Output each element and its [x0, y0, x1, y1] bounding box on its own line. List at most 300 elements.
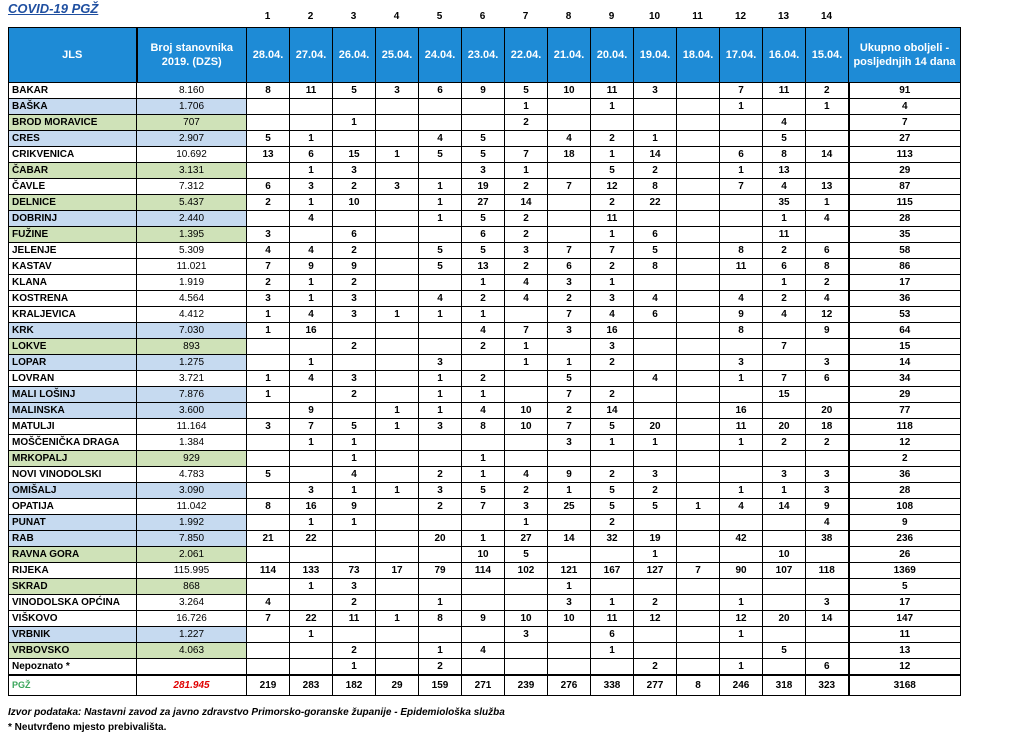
summary-daily-cell: 323 [806, 675, 849, 696]
daily-cases-cell [376, 531, 419, 547]
daily-cases-cell [376, 387, 419, 403]
population-cell: 11.042 [137, 499, 247, 515]
daily-cases-cell: 10 [505, 611, 548, 627]
daily-cases-cell: 8 [462, 419, 505, 435]
municipality-name: SKRAD [9, 579, 137, 595]
total-cases-cell: 147 [849, 611, 961, 627]
daily-cases-cell: 3 [333, 307, 376, 323]
total-cases-cell: 36 [849, 291, 961, 307]
daily-cases-cell: 1 [247, 307, 290, 323]
daily-cases-cell [677, 419, 720, 435]
daily-cases-cell: 3 [247, 227, 290, 243]
daily-cases-cell: 2 [419, 467, 462, 483]
daily-cases-cell: 1 [419, 643, 462, 659]
daily-cases-cell: 3 [634, 467, 677, 483]
daily-cases-cell: 5 [591, 419, 634, 435]
summary-daily-cell: 338 [591, 675, 634, 696]
daily-cases-cell: 1 [419, 371, 462, 387]
daily-cases-cell: 12 [591, 179, 634, 195]
daily-cases-cell: 1 [290, 579, 333, 595]
municipality-name: FUŽINE [9, 227, 137, 243]
municipality-name: RIJEKA [9, 563, 137, 579]
daily-cases-cell: 2 [505, 179, 548, 195]
daily-cases-cell: 121 [548, 563, 591, 579]
daily-cases-cell: 1 [247, 387, 290, 403]
daily-cases-cell: 1 [419, 211, 462, 227]
daily-cases-cell [376, 627, 419, 643]
header-date: 25.04. [376, 28, 419, 83]
daily-cases-cell [419, 99, 462, 115]
total-cases-cell: 17 [849, 275, 961, 291]
daily-cases-cell: 1 [290, 195, 333, 211]
daily-cases-cell [376, 163, 419, 179]
daily-cases-cell: 1 [290, 627, 333, 643]
daily-cases-cell: 4 [419, 131, 462, 147]
daily-cases-cell: 13 [763, 163, 806, 179]
table-row [9, 131, 961, 147]
daily-cases-cell: 7 [505, 323, 548, 339]
daily-cases-cell [634, 99, 677, 115]
covid-cases-table [8, 27, 961, 696]
total-cases-cell: 36 [849, 467, 961, 483]
page-title: COVID-19 PGŽ [8, 1, 99, 16]
daily-cases-cell: 1 [376, 483, 419, 499]
header-jls: JLS [9, 28, 137, 83]
summary-total: 3168 [849, 675, 961, 696]
daily-cases-cell [419, 451, 462, 467]
daily-cases-cell: 4 [505, 291, 548, 307]
daily-cases-cell [677, 147, 720, 163]
daily-cases-cell: 4 [763, 179, 806, 195]
daily-cases-cell: 6 [634, 227, 677, 243]
daily-cases-cell: 7 [763, 339, 806, 355]
header-date: 16.04. [763, 28, 806, 83]
municipality-name: VINODOLSKA OPĆINA [9, 595, 137, 611]
header-date: 24.04. [419, 28, 462, 83]
daily-cases-cell [720, 227, 763, 243]
daily-cases-cell: 2 [419, 659, 462, 676]
daily-cases-cell: 5 [462, 243, 505, 259]
summary-daily-cell: 246 [720, 675, 763, 696]
daily-cases-cell: 6 [290, 147, 333, 163]
daily-cases-cell: 1 [419, 595, 462, 611]
daily-cases-cell [505, 659, 548, 676]
daily-cases-cell [290, 659, 333, 676]
daily-cases-cell: 7 [462, 499, 505, 515]
daily-cases-cell: 1 [720, 435, 763, 451]
daily-cases-cell: 4 [290, 211, 333, 227]
daily-cases-cell [376, 499, 419, 515]
summary-daily-cell: 277 [634, 675, 677, 696]
table-row [9, 387, 961, 403]
header-date: 28.04. [247, 28, 290, 83]
population-cell: 4.412 [137, 307, 247, 323]
total-cases-cell: 17 [849, 595, 961, 611]
population-cell: 3.721 [137, 371, 247, 387]
daily-cases-cell: 3 [247, 419, 290, 435]
daily-cases-cell: 3 [548, 323, 591, 339]
daily-cases-cell: 1 [591, 227, 634, 243]
population-cell: 11.021 [137, 259, 247, 275]
table-row [9, 659, 961, 676]
daily-cases-cell [806, 547, 849, 563]
daily-cases-cell [333, 323, 376, 339]
daily-cases-cell [677, 195, 720, 211]
daily-cases-cell [376, 227, 419, 243]
daily-cases-cell: 2 [591, 131, 634, 147]
daily-cases-cell [634, 115, 677, 131]
daily-cases-cell [677, 179, 720, 195]
daily-cases-cell: 5 [548, 371, 591, 387]
daily-cases-cell [419, 435, 462, 451]
population-cell: 7.850 [137, 531, 247, 547]
municipality-name: MALINSKA [9, 403, 137, 419]
daily-cases-cell: 32 [591, 531, 634, 547]
daily-cases-cell [419, 339, 462, 355]
daily-cases-cell: 7 [677, 563, 720, 579]
municipality-name: LOVRAN [9, 371, 137, 387]
daily-cases-cell [634, 643, 677, 659]
daily-cases-cell: 1 [419, 403, 462, 419]
population-cell: 2.907 [137, 131, 247, 147]
daily-cases-cell: 19 [634, 531, 677, 547]
daily-cases-cell: 4 [806, 211, 849, 227]
population-cell: 1.384 [137, 435, 247, 451]
daily-cases-cell: 1 [806, 99, 849, 115]
daily-cases-cell: 4 [634, 291, 677, 307]
daily-cases-cell: 3 [333, 579, 376, 595]
population-cell: 7.312 [137, 179, 247, 195]
daily-cases-cell: 14 [806, 611, 849, 627]
daily-cases-cell: 2 [591, 467, 634, 483]
daily-cases-cell [247, 115, 290, 131]
daily-cases-cell: 4 [419, 291, 462, 307]
daily-cases-cell [290, 595, 333, 611]
daily-cases-cell [290, 467, 333, 483]
daily-cases-cell: 6 [806, 243, 849, 259]
population-cell: 1.395 [137, 227, 247, 243]
daily-cases-cell: 1 [419, 307, 462, 323]
daily-cases-cell [806, 627, 849, 643]
daily-cases-cell [376, 547, 419, 563]
population-cell: 5.309 [137, 243, 247, 259]
daily-cases-cell: 1 [333, 435, 376, 451]
municipality-name: DELNICE [9, 195, 137, 211]
daily-cases-cell: 16 [720, 403, 763, 419]
daily-cases-cell [763, 451, 806, 467]
daily-cases-cell [720, 515, 763, 531]
total-cases-cell: 236 [849, 531, 961, 547]
daily-cases-cell: 3 [333, 371, 376, 387]
daily-cases-cell: 2 [333, 275, 376, 291]
header-date: 20.04. [591, 28, 634, 83]
table-row [9, 595, 961, 611]
daily-cases-cell: 4 [505, 467, 548, 483]
total-cases-cell: 12 [849, 659, 961, 676]
total-cases-cell: 26 [849, 547, 961, 563]
daily-cases-cell: 5 [419, 259, 462, 275]
summary-daily-cell: 276 [548, 675, 591, 696]
total-cases-cell: 5 [849, 579, 961, 595]
daily-cases-cell: 6 [591, 627, 634, 643]
daily-cases-cell [677, 131, 720, 147]
table-row [9, 547, 961, 563]
daily-cases-cell: 13 [247, 147, 290, 163]
municipality-name: VRBOVSKO [9, 643, 137, 659]
daily-cases-cell: 1 [376, 403, 419, 419]
daily-cases-cell [376, 643, 419, 659]
daily-cases-cell: 35 [763, 195, 806, 211]
daily-cases-cell: 2 [333, 243, 376, 259]
total-cases-cell: 113 [849, 147, 961, 163]
daily-cases-cell [376, 451, 419, 467]
daily-cases-cell: 5 [634, 499, 677, 515]
daily-cases-cell: 3 [290, 179, 333, 195]
table-row [9, 339, 961, 355]
daily-cases-cell [419, 627, 462, 643]
table-row [9, 419, 961, 435]
daily-cases-cell [548, 195, 591, 211]
daily-cases-cell: 12 [806, 307, 849, 323]
daily-cases-cell: 1 [548, 483, 591, 499]
daily-cases-cell: 3 [376, 179, 419, 195]
municipality-name: KASTAV [9, 259, 137, 275]
summary-daily-cell: 219 [247, 675, 290, 696]
municipality-name: KRALJEVICA [9, 307, 137, 323]
daily-cases-cell: 14 [634, 147, 677, 163]
table-row [9, 83, 961, 99]
total-cases-cell: 29 [849, 387, 961, 403]
daily-cases-cell: 10 [763, 547, 806, 563]
population-cell: 3.090 [137, 483, 247, 499]
table-row [9, 643, 961, 659]
daily-cases-cell [376, 659, 419, 676]
daily-cases-cell [376, 243, 419, 259]
daily-cases-cell: 3 [419, 419, 462, 435]
daily-cases-cell: 2 [462, 339, 505, 355]
daily-cases-cell: 3 [591, 339, 634, 355]
municipality-name: RAVNA GORA [9, 547, 137, 563]
daily-cases-cell: 16 [591, 323, 634, 339]
header-total: Ukupno oboljeli - posljednjih 14 dana [849, 28, 961, 83]
daily-cases-cell: 14 [505, 195, 548, 211]
daily-cases-cell [290, 451, 333, 467]
daily-cases-cell: 10 [548, 611, 591, 627]
daily-cases-cell: 1 [462, 307, 505, 323]
daily-cases-cell: 1 [591, 99, 634, 115]
total-cases-cell: 77 [849, 403, 961, 419]
daily-cases-cell: 22 [634, 195, 677, 211]
daily-cases-cell [462, 595, 505, 611]
daily-cases-cell: 1 [720, 595, 763, 611]
daily-cases-cell: 2 [247, 195, 290, 211]
daily-cases-cell [634, 211, 677, 227]
table-row [9, 483, 961, 499]
column-number: 8 [565, 11, 572, 22]
daily-cases-cell: 6 [763, 259, 806, 275]
daily-cases-cell: 1 [419, 179, 462, 195]
daily-cases-cell: 9 [806, 323, 849, 339]
header-population: Broj stanovnika 2019. (DZS) [137, 28, 247, 83]
header-date: 21.04. [548, 28, 591, 83]
daily-cases-cell: 3 [763, 467, 806, 483]
daily-cases-cell: 4 [720, 499, 763, 515]
daily-cases-cell: 2 [548, 291, 591, 307]
daily-cases-cell: 133 [290, 563, 333, 579]
daily-cases-cell [419, 323, 462, 339]
daily-cases-cell: 114 [462, 563, 505, 579]
daily-cases-cell: 3 [419, 483, 462, 499]
daily-cases-cell: 14 [591, 403, 634, 419]
municipality-name: JELENJE [9, 243, 137, 259]
daily-cases-cell: 20 [806, 403, 849, 419]
daily-cases-cell [763, 99, 806, 115]
daily-cases-cell [806, 115, 849, 131]
daily-cases-cell: 1 [591, 435, 634, 451]
daily-cases-cell: 4 [247, 595, 290, 611]
daily-cases-cell: 2 [505, 227, 548, 243]
daily-cases-cell: 1 [247, 371, 290, 387]
daily-cases-cell [720, 211, 763, 227]
column-number: 9 [608, 11, 615, 22]
daily-cases-cell [677, 483, 720, 499]
table-row [9, 563, 961, 579]
table-row [9, 163, 961, 179]
daily-cases-cell [376, 291, 419, 307]
daily-cases-cell [763, 355, 806, 371]
daily-cases-cell [247, 163, 290, 179]
daily-cases-cell [548, 99, 591, 115]
daily-cases-cell [333, 547, 376, 563]
total-cases-cell: 2 [849, 451, 961, 467]
daily-cases-cell: 3 [505, 499, 548, 515]
municipality-name: MRKOPALJ [9, 451, 137, 467]
daily-cases-cell: 9 [333, 499, 376, 515]
daily-cases-cell: 1 [505, 99, 548, 115]
daily-cases-cell: 9 [720, 307, 763, 323]
daily-cases-cell [677, 355, 720, 371]
daily-cases-cell [591, 659, 634, 676]
population-cell: 16.726 [137, 611, 247, 627]
municipality-name: PUNAT [9, 515, 137, 531]
table-row [9, 515, 961, 531]
daily-cases-cell: 6 [462, 227, 505, 243]
daily-cases-cell: 1 [376, 307, 419, 323]
daily-cases-cell [376, 195, 419, 211]
header-date: 18.04. [677, 28, 720, 83]
daily-cases-cell: 25 [548, 499, 591, 515]
daily-cases-cell: 2 [462, 291, 505, 307]
daily-cases-cell [720, 579, 763, 595]
daily-cases-cell [548, 115, 591, 131]
daily-cases-cell [677, 515, 720, 531]
daily-cases-cell: 1 [462, 451, 505, 467]
daily-cases-cell: 1 [677, 499, 720, 515]
daily-cases-cell: 1 [419, 195, 462, 211]
column-number: 11 [692, 11, 703, 22]
summary-name: PGŽ [9, 675, 137, 696]
column-number: 12 [734, 11, 747, 22]
daily-cases-cell: 8 [247, 499, 290, 515]
daily-cases-cell: 2 [634, 483, 677, 499]
daily-cases-cell [376, 435, 419, 451]
daily-cases-cell: 1 [591, 147, 634, 163]
daily-cases-cell: 10 [505, 419, 548, 435]
daily-cases-cell: 3 [333, 163, 376, 179]
column-number: 1 [264, 11, 271, 22]
daily-cases-cell: 15 [333, 147, 376, 163]
table-row [9, 403, 961, 419]
daily-cases-cell [247, 515, 290, 531]
header-date: 15.04. [806, 28, 849, 83]
daily-cases-cell: 20 [634, 419, 677, 435]
table-row [9, 467, 961, 483]
daily-cases-cell: 2 [505, 483, 548, 499]
daily-cases-cell [634, 323, 677, 339]
total-cases-cell: 4 [849, 99, 961, 115]
daily-cases-cell [763, 659, 806, 676]
daily-cases-cell: 107 [763, 563, 806, 579]
column-number: 4 [393, 11, 400, 22]
source-footnote: Izvor podataka: Nastavni zavod za javno zdravstvo Primorsko-goranske županije - Epidemiološka služba [8, 707, 505, 718]
daily-cases-cell [634, 339, 677, 355]
daily-cases-cell [720, 275, 763, 291]
total-cases-cell: 34 [849, 371, 961, 387]
daily-cases-cell: 1 [548, 579, 591, 595]
municipality-name: KRK [9, 323, 137, 339]
daily-cases-cell: 9 [462, 611, 505, 627]
daily-cases-cell: 4 [247, 243, 290, 259]
daily-cases-cell: 6 [634, 307, 677, 323]
daily-cases-cell [634, 627, 677, 643]
daily-cases-cell [376, 211, 419, 227]
daily-cases-cell: 1 [720, 163, 763, 179]
daily-cases-cell [677, 275, 720, 291]
daily-cases-cell [677, 243, 720, 259]
daily-cases-cell: 7 [548, 387, 591, 403]
daily-cases-cell [763, 627, 806, 643]
daily-cases-cell: 7 [591, 243, 634, 259]
daily-cases-cell: 79 [419, 563, 462, 579]
municipality-name: CRES [9, 131, 137, 147]
daily-cases-cell: 3 [720, 355, 763, 371]
daily-cases-cell: 8 [634, 179, 677, 195]
table-row [9, 211, 961, 227]
daily-cases-cell [505, 451, 548, 467]
daily-cases-cell: 1 [290, 163, 333, 179]
table-row [9, 627, 961, 643]
daily-cases-cell [677, 627, 720, 643]
daily-cases-cell: 7 [247, 259, 290, 275]
daily-cases-cell [548, 339, 591, 355]
daily-cases-cell [376, 515, 419, 531]
daily-cases-cell: 1 [505, 163, 548, 179]
header-date: 17.04. [720, 28, 763, 83]
daily-cases-cell: 16 [290, 323, 333, 339]
daily-cases-cell: 4 [290, 307, 333, 323]
municipality-name: BROD MORAVICE [9, 115, 137, 131]
daily-cases-cell: 7 [505, 147, 548, 163]
daily-cases-cell: 4 [720, 291, 763, 307]
daily-cases-cell: 11 [763, 227, 806, 243]
daily-cases-cell: 9 [806, 499, 849, 515]
daily-cases-cell [505, 387, 548, 403]
daily-cases-cell: 1 [290, 275, 333, 291]
daily-cases-cell: 6 [419, 83, 462, 99]
daily-cases-cell: 1 [333, 115, 376, 131]
daily-cases-cell [247, 483, 290, 499]
daily-cases-cell: 5 [591, 163, 634, 179]
